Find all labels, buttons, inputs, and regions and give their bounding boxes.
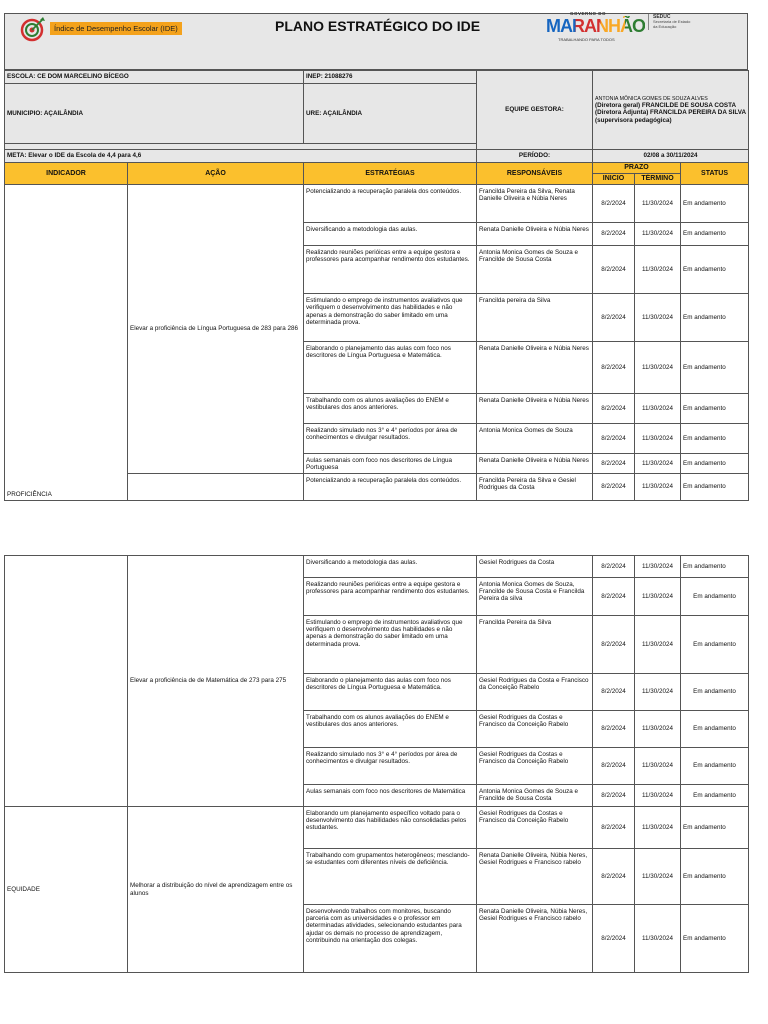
- termino-cell: 11/30/2024: [635, 674, 681, 711]
- inicio-cell: 8/2/2024: [593, 294, 635, 342]
- page-title: PLANO ESTRATÉGICO DO IDE: [275, 18, 481, 34]
- responsaveis-cell: Renata Danielle Oliveira, Núbia Neres, Gesiel Rodrigues e Francisco rabelo: [477, 849, 593, 905]
- plan-table-continued: [4, 555, 749, 973]
- table-row: [5, 185, 749, 223]
- termino-cell: 11/30/2024: [635, 807, 681, 849]
- inicio-cell: 8/2/2024: [593, 556, 635, 578]
- estrategia-cell: Realizando simulado nos 3° e 4° períodos por área de conhecimentos e divulgar resultados.: [304, 748, 477, 785]
- inicio-cell: 8/2/2024: [593, 185, 635, 223]
- inicio-cell: 8/2/2024: [593, 711, 635, 748]
- termino-cell: 11/30/2024: [635, 616, 681, 674]
- termino-cell: 11/30/2024: [635, 578, 681, 616]
- termino-cell: 11/30/2024: [635, 711, 681, 748]
- inicio-cell: 8/2/2024: [593, 785, 635, 807]
- inicio-cell: 8/2/2024: [593, 578, 635, 616]
- estrategia-cell: Trabalhando com os alunos avaliações do ENEM e vestibulares dos anos anteriores.: [304, 394, 477, 424]
- responsaveis-cell: Gesiel Rodrigues da Costa e Francisco da Conceição Rabelo: [477, 674, 593, 711]
- termino-cell: 11/30/2024: [635, 185, 681, 223]
- responsaveis-cell: Francilda Pereira da Silva, Renata Danielle Oliveira e Núbia Neres: [477, 185, 593, 223]
- responsaveis-cell: Antonia Monica Gomes de Souza: [477, 424, 593, 454]
- acao-cell-continued: [128, 473, 304, 500]
- responsaveis-cell: Gesiel Rodrigues da Costas e Francisco da Conceição Rabelo: [477, 807, 593, 849]
- acao-cell: Elevar a proficiência de Língua Portuguesa de 283 para 286: [128, 185, 304, 473]
- status-cell: Em andamento: [681, 748, 749, 785]
- responsaveis-cell: Gesiel Rodrigues da Costa: [477, 556, 593, 578]
- inep-cell: INEP: 21088276: [304, 71, 477, 84]
- responsaveis-cell: Antonia Monica Gomes de Souza e Francilde de Sousa Costa: [477, 246, 593, 294]
- inicio-cell: 8/2/2024: [593, 473, 635, 500]
- seduc-label: SEDUC: [653, 14, 671, 20]
- status-cell: Em andamento: [681, 905, 749, 973]
- col-acao: AÇÃO: [128, 163, 304, 185]
- status-cell: Em andamento: [681, 246, 749, 294]
- indicador-cell: EQUIDADE: [5, 807, 128, 973]
- status-cell: Em andamento: [681, 185, 749, 223]
- inicio-cell: 8/2/2024: [593, 454, 635, 473]
- status-cell: Em andamento: [681, 674, 749, 711]
- inicio-cell: 8/2/2024: [593, 394, 635, 424]
- plan-table-page-2: [4, 555, 748, 973]
- estrategia-cell: Realizando reuniões perióicas entre a equipe gestora e professores para acompanhar rendimento dos estudantes.: [304, 246, 477, 294]
- inicio-cell: 8/2/2024: [593, 849, 635, 905]
- estrategia-cell: Diversificando a metodologia das aulas.: [304, 556, 477, 578]
- responsaveis-cell: Renata Danielle Oliveira, Núbia Neres, Gesiel Rodrigues e Francisco rabelo: [477, 905, 593, 973]
- inicio-cell: 8/2/2024: [593, 342, 635, 394]
- status-cell: Em andamento: [681, 556, 749, 578]
- col-status: STATUS: [681, 163, 749, 185]
- government-logo: [538, 10, 691, 46]
- termino-cell: 11/30/2024: [635, 246, 681, 294]
- status-cell: Em andamento: [681, 342, 749, 394]
- status-cell: Em andamento: [681, 785, 749, 807]
- responsaveis-cell: Antonia Monica Gomes de Souza e Francilde de Sousa Costa: [477, 785, 593, 807]
- status-cell: Em andamento: [681, 807, 749, 849]
- termino-cell: 11/30/2024: [635, 342, 681, 394]
- table-row: [5, 807, 749, 849]
- termino-cell: 11/30/2024: [635, 424, 681, 454]
- acao-cell: Elevar a proficiência de de Matemática de 273 para 275: [128, 556, 304, 807]
- estrategia-cell: Potencializando a recuperação paralela dos conteúdos.: [304, 473, 477, 500]
- responsaveis-cell: Francilda pereira da Silva: [477, 294, 593, 342]
- estrategia-cell: Aulas semanais com foco nos descritores de Língua Portuguesa: [304, 454, 477, 473]
- responsaveis-cell: Renata Danielle Oliveira e Núbia Neres: [477, 454, 593, 473]
- equidade-body: [5, 807, 749, 973]
- table-row: [5, 556, 749, 578]
- gov-wordmark: [546, 16, 645, 37]
- responsaveis-cell: Renata Danielle Oliveira e Núbia Neres: [477, 394, 593, 424]
- status-cell: Em andamento: [681, 473, 749, 500]
- termino-cell: 11/30/2024: [635, 454, 681, 473]
- plan-table: [4, 70, 749, 501]
- inicio-cell: 8/2/2024: [593, 223, 635, 246]
- plan-table-page-1: [4, 70, 748, 501]
- estrategia-cell: Trabalhando com grupamentos heterogêneos; mesclando-se estudantes com diferentes níveis de deficiência.: [304, 849, 477, 905]
- responsaveis-cell: Renata Danielle Oliveira e Núbia Neres: [477, 342, 593, 394]
- inicio-cell: 8/2/2024: [593, 905, 635, 973]
- inicio-cell: 8/2/2024: [593, 616, 635, 674]
- acao-cell: Melhorar a distribuição do nível de aprendizagem entre os alunos: [128, 807, 304, 973]
- gov-wordmark-text: MARANHÃO: [546, 16, 645, 36]
- gov-top-text: GOVERNO DO: [570, 11, 607, 16]
- col-inicio: INICIO: [593, 174, 635, 185]
- ure-cell: URE: AÇAILÂNDIA: [304, 84, 477, 144]
- status-cell: Em andamento: [681, 294, 749, 342]
- termino-cell: 11/30/2024: [635, 905, 681, 973]
- equipe-cell: [593, 71, 749, 150]
- responsaveis-cell: Renata Danielle Oliveira e Núbia Neres: [477, 223, 593, 246]
- status-cell: Em andamento: [681, 223, 749, 246]
- inicio-cell: 8/2/2024: [593, 807, 635, 849]
- termino-cell: 11/30/2024: [635, 748, 681, 785]
- proficiencia-mat-body: [5, 556, 749, 807]
- responsaveis-cell: Antonia Monica Gomes de Souza, Francilde de Sousa Costa e Francilda Pereira da silva: [477, 578, 593, 616]
- col-estrategias: ESTRATÉGIAS: [304, 163, 477, 185]
- termino-cell: 11/30/2024: [635, 785, 681, 807]
- termino-cell: 11/30/2024: [635, 556, 681, 578]
- estrategia-cell: Aulas semanais com foco nos descritores de Matemática: [304, 785, 477, 807]
- status-cell: Em andamento: [681, 849, 749, 905]
- periodo-label: PERÍODO:: [477, 150, 593, 163]
- equipe-line2: (Diretora geral) FRANCILDE DE SOUSA COSTA (Diretora Adjunta) FRANCILDA PEREIRA DA SILVA (supervisora pedagógica): [595, 102, 746, 124]
- status-cell: Em andamento: [681, 394, 749, 424]
- status-cell: Em andamento: [681, 616, 749, 674]
- termino-cell: 11/30/2024: [635, 473, 681, 500]
- responsaveis-cell: Francilda Pereira da Silva e Gesiel Rodrigues da Costa: [477, 473, 593, 500]
- indicador-cell: [5, 556, 128, 807]
- estrategia-cell: Desenvolvendo trabalhos com monitores, buscando parceria com as universidades e o professor em determinadas atividades, selecionando estudantes para ajudar os demais no processo de aprendizagem, contribuindo na orientação dos colegas.: [304, 905, 477, 973]
- proficiencia-lp-body: [5, 185, 749, 500]
- seduc-block: [648, 14, 695, 30]
- termino-cell: 11/30/2024: [635, 849, 681, 905]
- status-cell: Em andamento: [681, 578, 749, 616]
- col-termino: TÉRMINO: [635, 174, 681, 185]
- col-indicador: INDICADOR: [5, 163, 128, 185]
- municipio-cell: MUNICIPIO: AÇAILÂNDIA: [5, 84, 304, 144]
- estrategia-cell: Estimulando o emprego de instrumentos avaliativos que verifiquem o desenvolvimento das habilidades e não apenas a demonstração do saber limitado em uma determinada prova.: [304, 294, 477, 342]
- estrategia-cell: Diversificando a metodologia das aulas.: [304, 223, 477, 246]
- gov-slogan: TRABALHANDO PARA TODOS: [558, 37, 615, 42]
- periodo-value: 02/08 a 30/11/2024: [593, 150, 749, 163]
- status-cell: Em andamento: [681, 711, 749, 748]
- estrategia-cell: Elaborando o planejamento das aulas com foco nos descritores de Língua Portuguesa e Matemática.: [304, 342, 477, 394]
- ide-label: Índice de Desempenho Escolar (IDE): [50, 22, 182, 35]
- termino-cell: 11/30/2024: [635, 394, 681, 424]
- meta-cell: META: Elevar o IDE da Escola de 4,4 para 4,6: [5, 150, 477, 163]
- inicio-cell: 8/2/2024: [593, 424, 635, 454]
- termino-cell: 11/30/2024: [635, 294, 681, 342]
- estrategia-cell: Elaborando um planejamento específico voltado para o desenvolvimento das habilidades não consolidadas pelos estudantes.: [304, 807, 477, 849]
- col-prazo: PRAZO: [593, 163, 681, 174]
- status-cell: Em andamento: [681, 424, 749, 454]
- inicio-cell: 8/2/2024: [593, 674, 635, 711]
- responsaveis-cell: Francilda Pereira da Silva: [477, 616, 593, 674]
- target-logo-icon: [20, 16, 46, 42]
- equipe-line1: ANTONIA MÔNICA GOMES DE SOUZA ALVES: [595, 96, 708, 103]
- estrategia-cell: Elaborando o planejamento das aulas com foco nos descritores de Língua Portuguesa e Matemática.: [304, 674, 477, 711]
- estrategia-cell: Realizando reuniões perióicas entre a equipe gestora e professores para acompanhar rendimento dos estudantes.: [304, 578, 477, 616]
- termino-cell: 11/30/2024: [635, 223, 681, 246]
- col-responsaveis: RESPONSÁVEIS: [477, 163, 593, 185]
- estrategia-cell: Realizando simulado nos 3° e 4° períodos por área de conhecimentos e divulgar resultados.: [304, 424, 477, 454]
- estrategia-cell: Potencializando a recuperação paralela dos conteúdos.: [304, 185, 477, 223]
- status-cell: Em andamento: [681, 454, 749, 473]
- inicio-cell: 8/2/2024: [593, 748, 635, 785]
- indicador-cell: PROFICIÊNCIA: [5, 185, 128, 500]
- responsaveis-cell: Gesiel Rodrigues da Costas e Francisco da Conceição Rabelo: [477, 748, 593, 785]
- responsaveis-cell: Gesiel Rodrigues da Costas e Francisco da Conceição Rabelo: [477, 711, 593, 748]
- seduc-subtitle: Secretaria de Estado da Educação: [653, 19, 691, 29]
- estrategia-cell: Estimulando o emprego de instrumentos avaliativos que verifiquem o desenvolvimento das habilidades e não apenas a demonstração do saber limitado em uma determinada prova.: [304, 616, 477, 674]
- escola-cell: ESCOLA: CE DOM MARCELINO BÍCEGO: [5, 71, 304, 84]
- equipe-label: EQUIPE GESTORA:: [477, 71, 593, 150]
- inicio-cell: 8/2/2024: [593, 246, 635, 294]
- estrategia-cell: Trabalhando com os alunos avaliações do ENEM e vestibulares dos anos anteriores.: [304, 711, 477, 748]
